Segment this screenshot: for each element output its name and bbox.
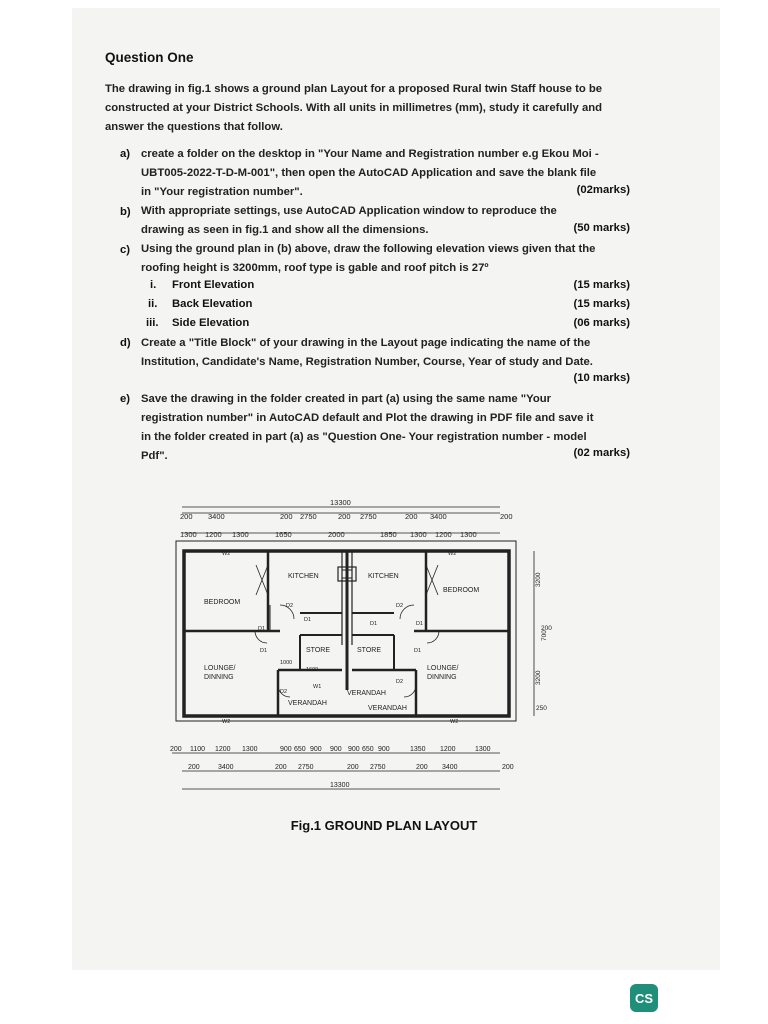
question-b-marks: (50 marks) bbox=[573, 222, 630, 234]
dim-top-5: 200 bbox=[338, 512, 351, 521]
tag-1600: 1600 bbox=[306, 667, 319, 673]
tag-d1-c: D1 bbox=[416, 621, 424, 627]
dim-bottom2-9: 200 bbox=[502, 764, 514, 771]
question-a-line-2: UBT005-2022-T-D-M-001", then open the AutoCAD Application and save the blank file bbox=[141, 167, 597, 179]
tag-d2-lower-left: D2 bbox=[280, 689, 288, 695]
subitem-i-number: i. bbox=[150, 279, 157, 291]
dim-right-2: 200 bbox=[541, 625, 552, 632]
tag-w2-top-left: W2 bbox=[222, 551, 231, 557]
question-c-line-2: roofing height is 3200mm, roof type is gable and roof pitch is 27º bbox=[141, 262, 489, 274]
dim-top2-9: 1300 bbox=[460, 530, 477, 539]
dim-top-9: 200 bbox=[500, 512, 513, 521]
dim-bottom-5: 900 bbox=[280, 746, 292, 753]
room-store-right: STORE bbox=[357, 647, 381, 654]
subitem-iii-marks: (06 marks) bbox=[573, 317, 630, 329]
question-a-text bbox=[141, 145, 641, 202]
subitem-ii-marks: (15 marks) bbox=[573, 298, 630, 310]
dim-bottom2-8: 3400 bbox=[442, 764, 458, 771]
figure-caption: Fig.1 GROUND PLAN LAYOUT bbox=[290, 818, 478, 833]
question-e-letter: e) bbox=[120, 393, 131, 405]
tag-d1-d: D1 bbox=[258, 626, 266, 632]
dim-right-5: 250 bbox=[536, 705, 547, 712]
room-kitchen-left: KITCHEN bbox=[288, 573, 319, 580]
dim-top-3: 200 bbox=[280, 512, 293, 521]
tag-1000-left: 1000 bbox=[280, 660, 293, 666]
dim-top-6: 2750 bbox=[360, 512, 377, 521]
intro-paragraph: The drawing in fig.1 shows a ground plan Layout for a proposed Rural twin Staff house to be constructed at your District Schools. With all units in millimetres (mm), study it carefully and answer the questions that follow. bbox=[105, 83, 603, 133]
tag-d2-lower-right: D2 bbox=[396, 679, 404, 685]
question-c-text bbox=[141, 240, 641, 278]
question-a-line-3: in "Your registration number". bbox=[141, 186, 303, 198]
dim-bottom-8: 900 bbox=[330, 746, 342, 753]
question-e-line-3: in the folder created in part (a) as "Question One- Your registration number - model bbox=[141, 431, 587, 443]
dim-overall-bottom: 13300 bbox=[330, 782, 350, 789]
question-b-line-1: With appropriate settings, use AutoCAD Application window to reproduce the bbox=[141, 205, 557, 217]
dim-right-3: 700 bbox=[541, 630, 548, 641]
dim-top2-8: 1200 bbox=[435, 530, 452, 539]
dim-bottom2-1: 200 bbox=[188, 764, 200, 771]
subitem-iii-number: iii. bbox=[146, 317, 159, 329]
room-lounge-right-2: DINNING bbox=[427, 674, 457, 681]
tag-d1-f: D1 bbox=[414, 648, 422, 654]
subitem-ii-number: ii. bbox=[148, 298, 158, 310]
tag-d1-b: D1 bbox=[370, 621, 378, 627]
dim-bottom-3: 1200 bbox=[215, 746, 231, 753]
tag-w1: W1 bbox=[313, 684, 322, 690]
dim-right-1: 3200 bbox=[535, 572, 542, 587]
dim-top2-3: 1300 bbox=[232, 530, 249, 539]
dim-bottom-10: 650 bbox=[362, 746, 374, 753]
dim-right-4: 3200 bbox=[535, 670, 542, 685]
question-heading: Question One bbox=[105, 50, 194, 65]
dim-overall-top: 13300 bbox=[330, 498, 351, 507]
dim-bottom-13: 1200 bbox=[440, 746, 456, 753]
room-verandah-mid: VERANDAH bbox=[347, 690, 386, 697]
subitem-i-marks: (15 marks) bbox=[573, 279, 630, 291]
tag-w2-bottom-right: W2 bbox=[450, 719, 459, 725]
room-store-left: STORE bbox=[306, 647, 330, 654]
subitem-iii-label: Side Elevation bbox=[172, 317, 250, 329]
dim-bottom-9: 900 bbox=[348, 746, 360, 753]
dim-top-4: 2750 bbox=[300, 512, 317, 521]
question-b-line-2: drawing as seen in fig.1 and show all the dimensions. bbox=[141, 224, 429, 236]
dim-bottom-7: 900 bbox=[310, 746, 322, 753]
question-c-line-1: Using the ground plan in (b) above, draw the following elevation views given that the bbox=[141, 243, 596, 255]
dim-bottom2-2: 3400 bbox=[218, 764, 234, 771]
tag-w2-top-right: W2 bbox=[448, 551, 457, 557]
dim-top-8: 3400 bbox=[430, 512, 447, 521]
dim-bottom2-6: 2750 bbox=[370, 764, 386, 771]
dim-bottom2-3: 200 bbox=[275, 764, 287, 771]
question-d-line-1: Create a "Title Block" of your drawing in the Layout page indicating the name of the bbox=[141, 337, 591, 349]
dim-bottom2-5: 200 bbox=[347, 764, 359, 771]
question-a-letter: a) bbox=[120, 148, 131, 160]
dim-bottom2-4: 2750 bbox=[298, 764, 314, 771]
dim-bottom-11: 900 bbox=[378, 746, 390, 753]
subitem-i-label: Front Elevation bbox=[172, 279, 255, 291]
dim-bottom-2: 1100 bbox=[190, 746, 206, 753]
question-b-text bbox=[141, 202, 641, 240]
room-kitchen-right: KITCHEN bbox=[368, 573, 399, 580]
room-verandah-left: VERANDAH bbox=[288, 700, 327, 707]
dim-bottom-14: 1300 bbox=[475, 746, 491, 753]
dim-top2-5: 2000 bbox=[328, 530, 345, 539]
subitem-ii-label: Back Elevation bbox=[172, 298, 253, 310]
dim-bottom2-7: 200 bbox=[416, 764, 428, 771]
dim-top2-7: 1300 bbox=[410, 530, 427, 539]
question-d-text bbox=[141, 334, 641, 372]
dim-top2-2: 1200 bbox=[205, 530, 222, 539]
question-d-line-2: Institution, Candidate's Name, Registration Number, Course, Year of study and Date. bbox=[141, 356, 593, 368]
dim-bottom-4: 1300 bbox=[242, 746, 258, 753]
question-a-marks: (02marks) bbox=[576, 184, 630, 196]
dim-top2-1: 1300 bbox=[180, 530, 197, 539]
question-e-line-1: Save the drawing in the folder created in part (a) using the same name "Your bbox=[141, 393, 552, 405]
question-c-letter: c) bbox=[120, 244, 131, 256]
dim-bottom-6: 650 bbox=[294, 746, 306, 753]
dim-top2-4: 1650 bbox=[275, 530, 292, 539]
question-e-marks: (02 marks) bbox=[573, 447, 630, 459]
tag-d2-right: D2 bbox=[396, 603, 404, 609]
tag-w2-bottom-left: W2 bbox=[222, 719, 231, 725]
question-d-marks: (10 marks) bbox=[573, 372, 630, 384]
camscanner-logo: CS bbox=[630, 984, 658, 1012]
dim-top-1: 200 bbox=[180, 512, 193, 521]
question-d-letter: d) bbox=[120, 337, 131, 349]
ground-plan-drawing bbox=[160, 495, 560, 795]
dim-top2-6: 1850 bbox=[380, 530, 397, 539]
question-e-line-4: Pdf". bbox=[141, 450, 168, 462]
question-b-letter: b) bbox=[120, 206, 131, 218]
tag-d1-a: D1 bbox=[304, 617, 312, 623]
dim-top-2: 3400 bbox=[208, 512, 225, 521]
room-lounge-left-2: DINNING bbox=[204, 674, 234, 681]
room-lounge-right: LOUNGE/ bbox=[427, 665, 459, 672]
dim-bottom-1: 200 bbox=[170, 746, 182, 753]
question-e-text bbox=[141, 390, 641, 466]
dim-bottom-12: 1350 bbox=[410, 746, 426, 753]
question-e-line-2: registration number" in AutoCAD default and Plot the drawing in PDF file and save it bbox=[141, 412, 594, 424]
question-a-line-1: create a folder on the desktop in "Your Name and Registration number e.g Ekou Moi - bbox=[141, 148, 599, 160]
room-lounge-left: LOUNGE/ bbox=[204, 665, 236, 672]
room-verandah-right: VERANDAH bbox=[368, 705, 407, 712]
room-bedroom-right: BEDROOM bbox=[443, 587, 480, 594]
tag-d2-left: D2 bbox=[286, 603, 294, 609]
room-bedroom-left: BEDROOM bbox=[204, 599, 241, 606]
tag-d1-e: D1 bbox=[260, 648, 268, 654]
dim-top-7: 200 bbox=[405, 512, 418, 521]
